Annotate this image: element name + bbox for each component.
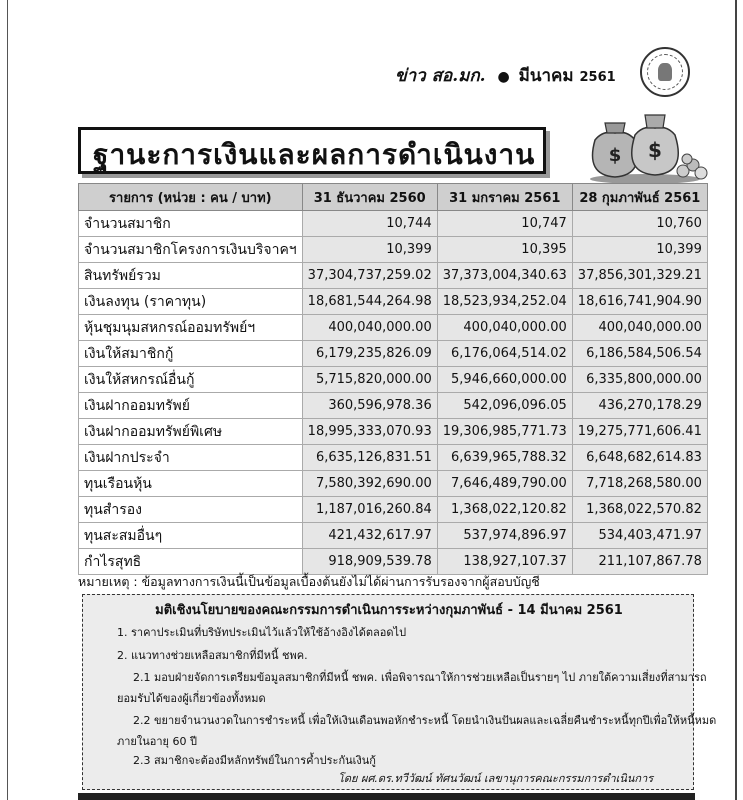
table-header-row xyxy=(79,184,708,211)
row-label: เงินให้สหกรณ์อื่นกู้ xyxy=(79,367,303,393)
money-bags-icon xyxy=(575,95,715,185)
value-jan-2561: 1,368,022,120.82 xyxy=(437,497,572,523)
row-label: เงินฝากประจำ xyxy=(79,445,303,471)
issue-year: 2561 xyxy=(579,70,616,85)
value-jan-2561: 542,096,096.05 xyxy=(437,393,572,419)
value-dec-2560: 10,399 xyxy=(302,237,437,263)
resolution-item-1: 1. ราคาประเมินที่บริษัทประเมินไว้แล้วให้ใช้อ้างอิงได้ตลอดไป xyxy=(117,626,407,639)
value-dec-2560: 18,681,544,264.98 xyxy=(302,289,437,315)
resolution-item-2-1-cont: ยอมรับได้ของผู้เกี่ยวข้องทั้งหมด xyxy=(117,692,266,705)
row-label: หุ้นชุมนุมสหกรณ์ออมทรัพย์ฯ xyxy=(79,315,303,341)
value-dec-2560: 918,909,539.78 xyxy=(302,549,437,575)
value-jan-2561: 19,306,985,771.73 xyxy=(437,419,572,445)
issue-month: มีนาคม xyxy=(518,66,574,86)
value-jan-2561: 6,639,965,788.32 xyxy=(437,445,572,471)
resolution-item-2-3: 2.3 สมาชิกจะต้องมีหลักทรัพย์ในการค้ำประกันเงินกู้ xyxy=(133,754,376,767)
table-row xyxy=(79,263,708,289)
value-feb-2561: 10,760 xyxy=(572,211,707,237)
resolution-item-2-1: 2.1 มอบฝ่ายจัดการเตรียมข้อมูลสมาชิกที่มีหนี้ ชพค. เพื่อพิจารณาให้การช่วยเหลือเป็นรายๆ ไป ภายใต้ความเสี่ยงที่สามารถ xyxy=(133,671,707,684)
value-jan-2561: 400,040,000.00 xyxy=(437,315,572,341)
value-feb-2561: 6,335,800,000.00 xyxy=(572,367,707,393)
row-label: เงินลงทุน (ราคาทุน) xyxy=(79,289,303,315)
financial-table xyxy=(78,183,708,575)
value-dec-2560: 7,580,392,690.00 xyxy=(302,471,437,497)
value-dec-2560: 10,744 xyxy=(302,211,437,237)
bullet-icon: ● xyxy=(497,69,510,85)
value-jan-2561: 5,946,660,000.00 xyxy=(437,367,572,393)
value-dec-2560: 37,304,737,259.02 xyxy=(302,263,437,289)
svg-text:$: $ xyxy=(608,145,622,166)
newsletter-name: ข่าว สอ.มก. xyxy=(395,66,486,86)
value-dec-2560: 421,432,617.97 xyxy=(302,523,437,549)
value-feb-2561: 37,856,301,329.21 xyxy=(572,263,707,289)
table-row xyxy=(79,367,708,393)
table-row xyxy=(79,523,708,549)
row-label: ทุนเรือนหุ้น xyxy=(79,471,303,497)
value-feb-2561: 7,718,268,580.00 xyxy=(572,471,707,497)
row-label: กำไรสุทธิ xyxy=(79,549,303,575)
value-jan-2561: 7,646,489,790.00 xyxy=(437,471,572,497)
page-title: ฐานะการเงินและผลการดำเนินงาน xyxy=(93,138,536,171)
value-feb-2561: 18,616,741,904.90 xyxy=(572,289,707,315)
table-row xyxy=(79,341,708,367)
row-label: เงินฝากออมทรัพย์ xyxy=(79,393,303,419)
value-dec-2560: 6,179,235,826.09 xyxy=(302,341,437,367)
cooperative-seal-logo xyxy=(640,47,690,97)
newsletter-header xyxy=(395,62,616,89)
value-feb-2561: 211,107,867.78 xyxy=(572,549,707,575)
value-dec-2560: 18,995,333,070.93 xyxy=(302,419,437,445)
resolution-item-2-2: 2.2 ขยายจำนวนงวดในการชำระหนี้ เพื่อให้เงินเดือนพอหักชำระหนี้ โดยนำเงินปันผลและเฉลี่ยคืนชำระหนี้ทุกปีเพื่อให้หนี้หมด xyxy=(133,714,717,727)
resolution-title: มติเชิงนโยบายของคณะกรรมการดำเนินการระหว่างกุมภาพันธ์ - 14 มีนาคม 2561 xyxy=(155,603,623,618)
value-dec-2560: 6,635,126,831.51 xyxy=(302,445,437,471)
value-dec-2560: 360,596,978.36 xyxy=(302,393,437,419)
column-header-dec-2560: 31 ธันวาคม 2560 xyxy=(302,184,437,211)
table-row xyxy=(79,549,708,575)
resolution-item-2: 2. แนวทางช่วยเหลือสมาชิกที่มีหนี้ ชพค. xyxy=(117,649,308,662)
value-feb-2561: 6,186,584,506.54 xyxy=(572,341,707,367)
signature: โดย ผศ.ดร.ทวีวัฒน์ ทัศนวัฒน์ เลขานุการคณะกรรมการดำเนินการ xyxy=(338,772,654,785)
value-jan-2561: 138,927,107.37 xyxy=(437,549,572,575)
value-feb-2561: 6,648,682,614.83 xyxy=(572,445,707,471)
table-row xyxy=(79,497,708,523)
table-row xyxy=(79,211,708,237)
value-dec-2560: 1,187,016,260.84 xyxy=(302,497,437,523)
row-label: เงินฝากออมทรัพย์พิเศษ xyxy=(79,419,303,445)
page-border-right xyxy=(735,0,737,800)
value-jan-2561: 37,373,004,340.63 xyxy=(437,263,572,289)
column-header-item: รายการ (หน่วย : คน / บาท) xyxy=(79,184,303,211)
row-label: ทุนสำรอง xyxy=(79,497,303,523)
value-jan-2561: 10,747 xyxy=(437,211,572,237)
row-label: เงินให้สมาชิกกู้ xyxy=(79,341,303,367)
value-jan-2561: 10,395 xyxy=(437,237,572,263)
value-jan-2561: 18,523,934,252.04 xyxy=(437,289,572,315)
value-feb-2561: 400,040,000.00 xyxy=(572,315,707,341)
row-label: ทุนสะสมอื่นๆ xyxy=(79,523,303,549)
table-row xyxy=(79,289,708,315)
row-label: จำนวนสมาชิกโครงการเงินบริจาคฯ xyxy=(79,237,303,263)
value-feb-2561: 19,275,771,606.41 xyxy=(572,419,707,445)
page-border-left xyxy=(7,0,8,800)
table-row xyxy=(79,237,708,263)
table-row xyxy=(79,419,708,445)
resolution-box xyxy=(82,594,717,790)
resolution-item-2-2-cont: ภายในอายุ 60 ปี xyxy=(117,735,197,748)
title-banner xyxy=(78,127,546,174)
table-row xyxy=(79,445,708,471)
table-row xyxy=(79,393,708,419)
value-feb-2561: 10,399 xyxy=(572,237,707,263)
footnote: หมายเหตุ : ข้อมูลทางการเงินนี้เป็นข้อมูลเบื้องต้นยังไม่ได้ผ่านการรับรองจากผู้สอบบัญชี xyxy=(78,574,540,589)
table-row xyxy=(79,471,708,497)
column-header-feb-2561: 28 กุมภาพันธ์ 2561 xyxy=(572,184,707,211)
row-label: จำนวนสมาชิก xyxy=(79,211,303,237)
value-jan-2561: 537,974,896.97 xyxy=(437,523,572,549)
value-dec-2560: 400,040,000.00 xyxy=(302,315,437,341)
value-feb-2561: 1,368,022,570.82 xyxy=(572,497,707,523)
column-header-jan-2561: 31 มกราคม 2561 xyxy=(437,184,572,211)
bottom-rule xyxy=(78,793,695,800)
value-feb-2561: 436,270,178.29 xyxy=(572,393,707,419)
table-row xyxy=(79,315,708,341)
row-label: สินทรัพย์รวม xyxy=(79,263,303,289)
svg-text:$: $ xyxy=(648,138,662,162)
value-jan-2561: 6,176,064,514.02 xyxy=(437,341,572,367)
value-feb-2561: 534,403,471.97 xyxy=(572,523,707,549)
value-dec-2560: 5,715,820,000.00 xyxy=(302,367,437,393)
